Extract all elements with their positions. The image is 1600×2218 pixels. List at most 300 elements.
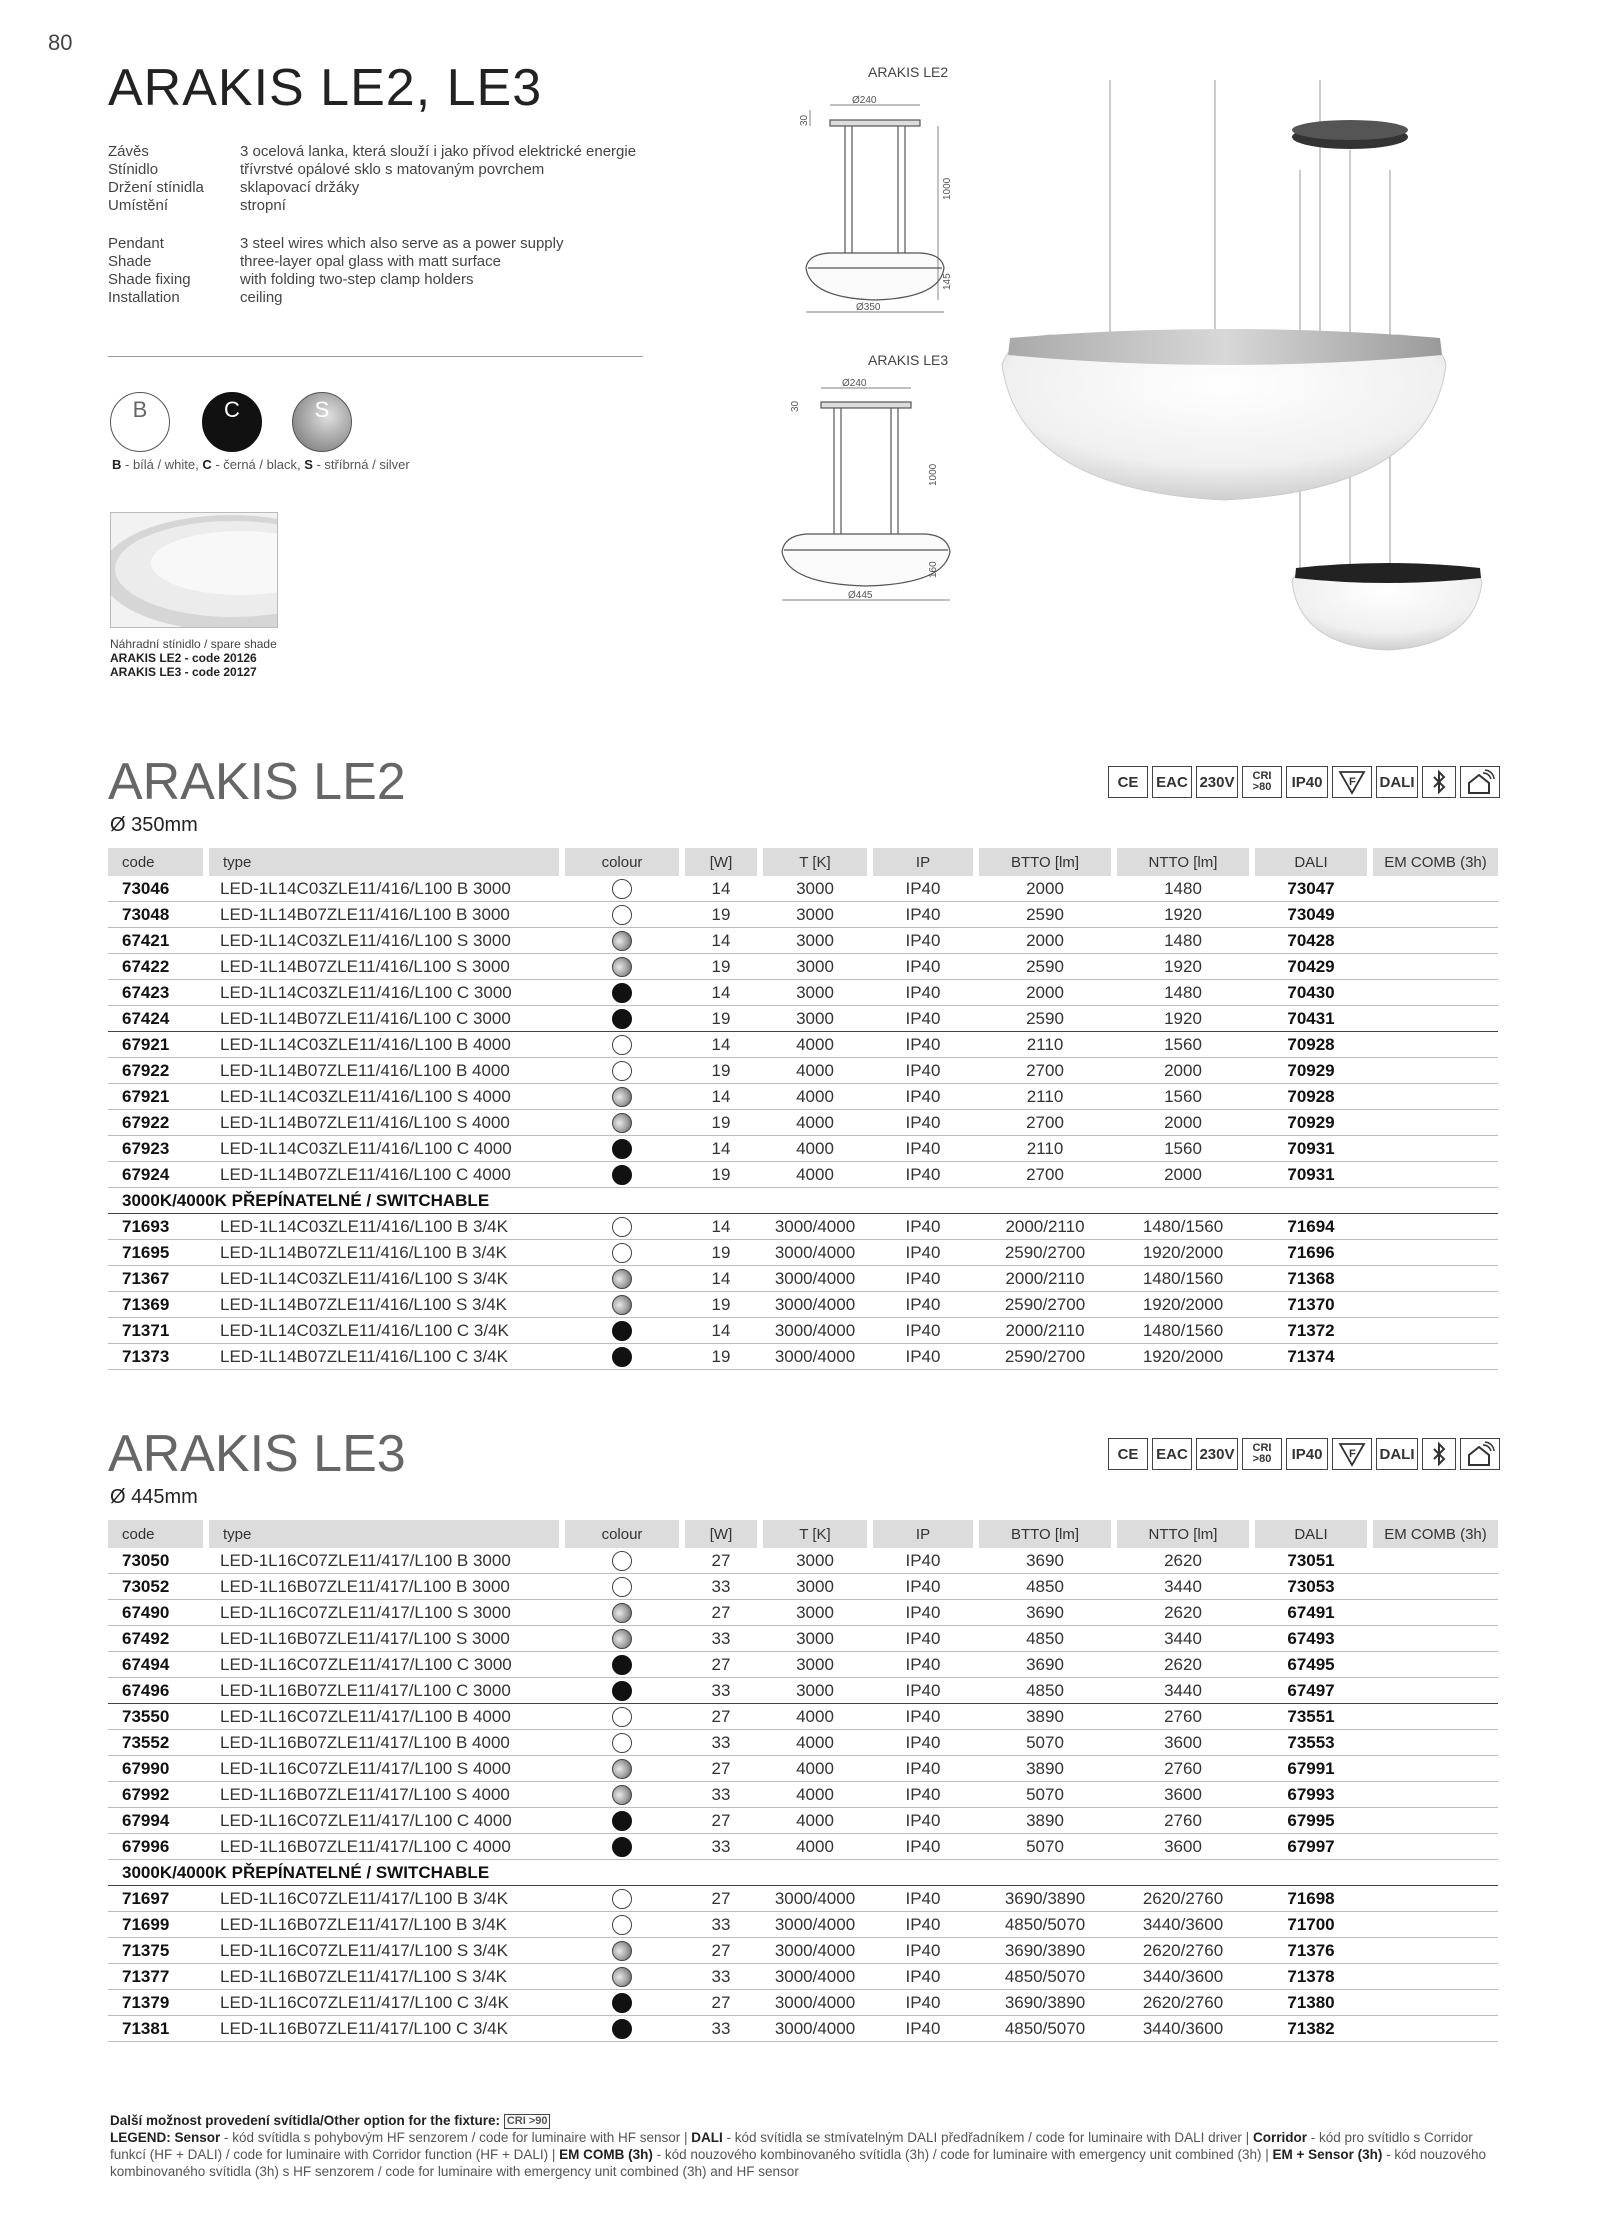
cell-ip: IP40 <box>870 1344 976 1370</box>
table-row <box>108 1626 1498 1652</box>
cert-sensor-icon <box>1460 1438 1500 1470</box>
cell-ip: IP40 <box>870 1938 976 1964</box>
cell-w: 27 <box>682 1652 760 1678</box>
cert-cri-80-icon: CRI >80 <box>1242 1438 1282 1470</box>
cell-ntto: 3440 <box>1114 1574 1252 1600</box>
table-row <box>108 1136 1498 1162</box>
cell-type: LED-1L14C03ZLE11/416/L100 C 3000 <box>206 980 562 1006</box>
cell-t: 3000 <box>760 1678 870 1704</box>
cell-type: LED-1L16C07ZLE11/417/L100 C 4000 <box>206 1808 562 1834</box>
cell-ntto: 2760 <box>1114 1704 1252 1730</box>
cell-w: 33 <box>682 1678 760 1704</box>
cell-w: 19 <box>682 1110 760 1136</box>
table-row <box>108 1006 1498 1032</box>
cell-btto: 2590 <box>976 902 1114 928</box>
cell-ip: IP40 <box>870 1214 976 1240</box>
cell-code: 71367 <box>108 1266 206 1292</box>
cell-w: 27 <box>682 1548 760 1574</box>
cell-btto: 2590 <box>976 1006 1114 1032</box>
cell-ip: IP40 <box>870 1756 976 1782</box>
cell-ntto: 3440/3600 <box>1114 1912 1252 1938</box>
cell-code: 71373 <box>108 1344 206 1370</box>
spec-cz-row <box>108 197 636 215</box>
cell-btto: 4850/5070 <box>976 1964 1114 1990</box>
cell-dali: 70928 <box>1252 1032 1370 1058</box>
cell-code: 67994 <box>108 1808 206 1834</box>
cell-btto: 4850 <box>976 1626 1114 1652</box>
cell-w: 14 <box>682 980 760 1006</box>
cell-em <box>1370 1756 1498 1782</box>
cell-code: 67924 <box>108 1162 206 1188</box>
cell-colour <box>562 1704 682 1730</box>
colour-swatch-silver: S <box>292 392 352 452</box>
silver-colour-icon <box>612 1629 632 1649</box>
cell-w: 27 <box>682 1704 760 1730</box>
product-table <box>108 848 1498 1370</box>
cell-w: 27 <box>682 1808 760 1834</box>
cell-w: 19 <box>682 1006 760 1032</box>
cert-230v-icon: 230V <box>1196 766 1238 798</box>
column-header: type <box>206 1520 562 1548</box>
cell-t: 4000 <box>760 1782 870 1808</box>
cell-w: 19 <box>682 1292 760 1318</box>
cell-dali: 67997 <box>1252 1834 1370 1860</box>
spec-en-value: with folding two-step clamp holders <box>240 271 474 288</box>
cell-w: 14 <box>682 1266 760 1292</box>
cell-ntto: 3440 <box>1114 1626 1252 1652</box>
cell-ntto: 1480 <box>1114 876 1252 902</box>
cell-colour <box>562 1652 682 1678</box>
cert-f-icon <box>1332 766 1372 798</box>
cell-ip: IP40 <box>870 1990 976 2016</box>
le2-bottom-dia: Ø350 <box>856 302 881 313</box>
cell-type: LED-1L16C07ZLE11/417/L100 B 4000 <box>206 1704 562 1730</box>
cell-ip: IP40 <box>870 1292 976 1318</box>
silver-colour-icon <box>612 1295 632 1315</box>
cert-ip40-icon: IP40 <box>1286 1438 1328 1470</box>
spec-en-row <box>108 289 563 307</box>
cell-ntto: 1560 <box>1114 1136 1252 1162</box>
table-row <box>108 1886 1498 1912</box>
cell-ntto: 1480 <box>1114 928 1252 954</box>
white-colour-icon <box>612 1577 632 1597</box>
cert-sensor-icon <box>1460 766 1500 798</box>
spec-cz-key: Stínidlo <box>108 161 159 178</box>
column-header: NTTO [lm] <box>1114 848 1252 876</box>
subheading: 3000K/4000K PŘEPÍNATELNÉ / SWITCHABLE <box>108 1188 1498 1214</box>
white-colour-icon <box>612 879 632 899</box>
spec-cz-row <box>108 143 636 161</box>
cell-code: 71377 <box>108 1964 206 1990</box>
cell-t: 3000/4000 <box>760 1938 870 1964</box>
cell-ntto: 3440/3600 <box>1114 2016 1252 2042</box>
cell-ip: IP40 <box>870 2016 976 2042</box>
cell-t: 3000 <box>760 1006 870 1032</box>
cell-btto: 5070 <box>976 1730 1114 1756</box>
cell-w: 19 <box>682 954 760 980</box>
column-header: colour <box>562 1520 682 1548</box>
spec-cz-value: sklapovací držáky <box>240 179 360 196</box>
le3-h-shade: 160 <box>928 561 939 578</box>
cell-btto: 2000 <box>976 980 1114 1006</box>
table-row <box>108 980 1498 1006</box>
specs-english <box>108 235 563 307</box>
cell-colour <box>562 1266 682 1292</box>
cell-colour <box>562 1808 682 1834</box>
spare-shade-image <box>110 512 278 628</box>
white-colour-icon <box>612 1733 632 1753</box>
cell-ip: IP40 <box>870 1808 976 1834</box>
cell-w: 27 <box>682 1938 760 1964</box>
cell-btto: 2000 <box>976 876 1114 902</box>
drawing-le3-label: ARAKIS LE3 <box>868 352 949 368</box>
table-row <box>108 1938 1498 1964</box>
silver-colour-icon <box>612 957 632 977</box>
cell-type: LED-1L14B07ZLE11/416/L100 C 3/4K <box>206 1344 562 1370</box>
cell-ntto: 2760 <box>1114 1808 1252 1834</box>
spec-en-key: Installation <box>108 289 180 306</box>
le3-h-wire: 1000 <box>928 463 939 486</box>
cell-ip: IP40 <box>870 1084 976 1110</box>
cell-em <box>1370 876 1498 902</box>
spec-en-row <box>108 253 563 271</box>
certification-icons <box>1108 1438 1500 1470</box>
cell-t: 4000 <box>760 1136 870 1162</box>
cell-em <box>1370 1032 1498 1058</box>
column-header: IP <box>870 848 976 876</box>
cell-em <box>1370 1964 1498 1990</box>
cell-dali: 73051 <box>1252 1548 1370 1574</box>
cell-dali: 70430 <box>1252 980 1370 1006</box>
cell-type: LED-1L14C03ZLE11/416/L100 B 3000 <box>206 876 562 902</box>
cell-dali: 71382 <box>1252 2016 1370 2042</box>
cell-dali: 71380 <box>1252 1990 1370 2016</box>
cell-code: 73550 <box>108 1704 206 1730</box>
le2-h-top: 30 <box>799 114 810 126</box>
cell-w: 14 <box>682 928 760 954</box>
cert-eac-icon: EAC <box>1152 766 1192 798</box>
drawing-le2-label: ARAKIS LE2 <box>868 64 949 80</box>
cell-code: 71693 <box>108 1214 206 1240</box>
cell-em <box>1370 1834 1498 1860</box>
cell-type: LED-1L16C07ZLE11/417/L100 B 3000 <box>206 1548 562 1574</box>
cell-em <box>1370 980 1498 1006</box>
cell-btto: 3690 <box>976 1652 1114 1678</box>
spec-cz-key: Držení stínidla <box>108 179 204 196</box>
column-header: DALI <box>1252 848 1370 876</box>
cell-dali: 70431 <box>1252 1006 1370 1032</box>
table-row <box>108 1704 1498 1730</box>
cell-btto: 3690 <box>976 1548 1114 1574</box>
silver-colour-icon <box>612 931 632 951</box>
cell-t: 4000 <box>760 1084 870 1110</box>
cell-type: LED-1L16B07ZLE11/417/L100 B 3/4K <box>206 1912 562 1938</box>
cell-colour <box>562 1912 682 1938</box>
cell-ip: IP40 <box>870 1136 976 1162</box>
cell-w: 33 <box>682 1834 760 1860</box>
cell-em <box>1370 1782 1498 1808</box>
cell-type: LED-1L16C07ZLE11/417/L100 S 3000 <box>206 1600 562 1626</box>
cell-ip: IP40 <box>870 1600 976 1626</box>
cell-em <box>1370 1808 1498 1834</box>
cell-em <box>1370 1574 1498 1600</box>
spec-cz-key: Závěs <box>108 143 149 160</box>
cell-ntto: 2000 <box>1114 1110 1252 1136</box>
cell-btto: 4850/5070 <box>976 2016 1114 2042</box>
cell-ntto: 1560 <box>1114 1084 1252 1110</box>
cell-t: 3000/4000 <box>760 2016 870 2042</box>
table-row <box>108 1214 1498 1240</box>
cell-t: 3000/4000 <box>760 1964 870 1990</box>
cell-ip: IP40 <box>870 1886 976 1912</box>
colour-swatch-black: C <box>202 392 262 452</box>
cell-ntto: 1920 <box>1114 954 1252 980</box>
table-header-row <box>108 848 1498 876</box>
table-row <box>108 1808 1498 1834</box>
cell-t: 3000 <box>760 1626 870 1652</box>
spec-en-key: Pendant <box>108 235 164 252</box>
column-header: BTTO [lm] <box>976 848 1114 876</box>
cell-colour <box>562 1626 682 1652</box>
cell-btto: 3690/3890 <box>976 1938 1114 1964</box>
cell-type: LED-1L14C03ZLE11/416/L100 C 3/4K <box>206 1318 562 1344</box>
cell-code: 73052 <box>108 1574 206 1600</box>
column-header: [W] <box>682 848 760 876</box>
le2-top-dia: Ø240 <box>852 95 877 106</box>
cell-type: LED-1L14B07ZLE11/416/L100 S 3/4K <box>206 1292 562 1318</box>
cell-ntto: 3440 <box>1114 1678 1252 1704</box>
section-title: ARAKIS LE3 <box>108 1425 406 1483</box>
cell-colour <box>562 1938 682 1964</box>
cell-ip: IP40 <box>870 1652 976 1678</box>
cell-colour <box>562 1214 682 1240</box>
subheading-row <box>108 1860 1498 1886</box>
cell-code: 71379 <box>108 1990 206 2016</box>
cell-t: 3000 <box>760 1652 870 1678</box>
silver-colour-icon <box>612 1941 632 1961</box>
cri-90-badge: CRI >90 <box>504 2114 551 2129</box>
cell-code: 67422 <box>108 954 206 980</box>
subheading-row <box>108 1188 1498 1214</box>
cell-t: 3000 <box>760 980 870 1006</box>
cell-btto: 2110 <box>976 1032 1114 1058</box>
cell-t: 4000 <box>760 1808 870 1834</box>
cell-colour <box>562 1600 682 1626</box>
cell-ip: IP40 <box>870 1912 976 1938</box>
cell-w: 14 <box>682 1318 760 1344</box>
cell-dali: 71700 <box>1252 1912 1370 1938</box>
cell-ip: IP40 <box>870 1730 976 1756</box>
cell-t: 3000/4000 <box>760 1240 870 1266</box>
white-colour-icon <box>612 1035 632 1055</box>
cell-ntto: 1480/1560 <box>1114 1214 1252 1240</box>
cell-ntto: 2620/2760 <box>1114 1990 1252 2016</box>
cell-t: 3000 <box>760 1600 870 1626</box>
cell-code: 71699 <box>108 1912 206 1938</box>
cell-colour <box>562 1834 682 1860</box>
cell-code: 67923 <box>108 1136 206 1162</box>
spec-en-value: three-layer opal glass with matt surface <box>240 253 501 270</box>
column-header: NTTO [lm] <box>1114 1520 1252 1548</box>
cell-code: 67423 <box>108 980 206 1006</box>
cell-ntto: 2000 <box>1114 1162 1252 1188</box>
column-header: IP <box>870 1520 976 1548</box>
cell-t: 4000 <box>760 1834 870 1860</box>
cell-t: 4000 <box>760 1058 870 1084</box>
table-row <box>108 1834 1498 1860</box>
cell-btto: 3890 <box>976 1756 1114 1782</box>
white-colour-icon <box>612 1551 632 1571</box>
table-row <box>108 1912 1498 1938</box>
white-colour-icon <box>612 1243 632 1263</box>
cell-type: LED-1L14C03ZLE11/416/L100 B 3/4K <box>206 1214 562 1240</box>
cell-btto: 4850 <box>976 1678 1114 1704</box>
column-header: code <box>108 848 206 876</box>
footer-legend: Další možnost provedení svítidla/Other option for the fixture: CRI >90 LEGEND: Sensor - kód svítidla s pohybovým HF senzorem / code for luminaire with HF sensor | DALI - kód svítidla se stmívatelným DALI předřadníkem / code for luminaire with DALI driver | Corridor - kód pro svítidlo s Corridor funkcí (HF + DALI) / code for luminaire with Corridor function (HF + DALI) | EM COMB (3h) - kód nouzového kombinovaného svítidla (3h) / code for luminaire with emergency unit combined (3h) | EM + Sensor (3h) - kód nouzového kombinovaného svítidla (3h) s HF senzorem / code for luminaire with emergency unit combined (3h) and HF sensor <box>110 2113 1486 2179</box>
cell-em <box>1370 1266 1498 1292</box>
cell-t: 3000/4000 <box>760 1292 870 1318</box>
cell-type: LED-1L14C03ZLE11/416/L100 S 3/4K <box>206 1266 562 1292</box>
cell-dali: 67995 <box>1252 1808 1370 1834</box>
silver-colour-icon <box>612 1603 632 1623</box>
cell-type: LED-1L16C07ZLE11/417/L100 S 3/4K <box>206 1938 562 1964</box>
cell-btto: 3890 <box>976 1704 1114 1730</box>
cell-w: 33 <box>682 2016 760 2042</box>
cell-ntto: 3600 <box>1114 1730 1252 1756</box>
cell-ip: IP40 <box>870 1240 976 1266</box>
column-header: code <box>108 1520 206 1548</box>
cell-em <box>1370 954 1498 980</box>
cell-em <box>1370 1730 1498 1756</box>
cell-t: 3000/4000 <box>760 1318 870 1344</box>
cell-ip: IP40 <box>870 980 976 1006</box>
black-colour-icon <box>612 1165 632 1185</box>
cell-t: 3000/4000 <box>760 1912 870 1938</box>
cell-colour <box>562 1318 682 1344</box>
colour-legend: B - bílá / white, C - černá / black, S - stříbrná / silver <box>112 457 410 472</box>
cell-ip: IP40 <box>870 1548 976 1574</box>
cell-ntto: 1920 <box>1114 902 1252 928</box>
white-colour-icon <box>612 1217 632 1237</box>
cell-type: LED-1L16B07ZLE11/417/L100 B 3000 <box>206 1574 562 1600</box>
cell-ip: IP40 <box>870 1704 976 1730</box>
cell-ip: IP40 <box>870 1032 976 1058</box>
cell-dali: 70929 <box>1252 1058 1370 1084</box>
cell-w: 14 <box>682 1214 760 1240</box>
product-table <box>108 1520 1498 2042</box>
cell-t: 3000/4000 <box>760 1886 870 1912</box>
cell-em <box>1370 1084 1498 1110</box>
drawing-le3 <box>776 374 956 610</box>
cell-t: 4000 <box>760 1110 870 1136</box>
cert-ce-icon: CE <box>1108 1438 1148 1470</box>
cell-t: 3000/4000 <box>760 1990 870 2016</box>
table-row <box>108 1266 1498 1292</box>
cell-type: LED-1L16C07ZLE11/417/L100 C 3/4K <box>206 1990 562 2016</box>
cell-btto: 2000/2110 <box>976 1266 1114 1292</box>
cell-type: LED-1L14C03ZLE11/416/L100 C 4000 <box>206 1136 562 1162</box>
spec-cz-value: třívrstvé opálové sklo s matovaným povrchem <box>240 161 545 178</box>
cell-btto: 2590/2700 <box>976 1344 1114 1370</box>
silver-colour-icon <box>612 1269 632 1289</box>
cell-ntto: 2620 <box>1114 1600 1252 1626</box>
column-header: DALI <box>1252 1520 1370 1548</box>
cell-ip: IP40 <box>870 1626 976 1652</box>
svg-text:F: F <box>1349 1448 1356 1460</box>
cert-f-icon <box>1332 1438 1372 1470</box>
cell-type: LED-1L14C03ZLE11/416/L100 S 4000 <box>206 1084 562 1110</box>
cell-btto: 2110 <box>976 1136 1114 1162</box>
table-row <box>108 1084 1498 1110</box>
cell-t: 4000 <box>760 1730 870 1756</box>
cell-colour <box>562 980 682 1006</box>
subheading: 3000K/4000K PŘEPÍNATELNÉ / SWITCHABLE <box>108 1860 1498 1886</box>
cell-type: LED-1L14B07ZLE11/416/L100 C 3000 <box>206 1006 562 1032</box>
cell-w: 19 <box>682 1344 760 1370</box>
cell-type: LED-1L16B07ZLE11/417/L100 S 3/4K <box>206 1964 562 1990</box>
cell-btto: 2590 <box>976 954 1114 980</box>
cell-em <box>1370 1678 1498 1704</box>
cell-dali: 70928 <box>1252 1084 1370 1110</box>
cell-t: 3000/4000 <box>760 1214 870 1240</box>
cell-code: 71381 <box>108 2016 206 2042</box>
cell-ntto: 3600 <box>1114 1782 1252 1808</box>
table-row <box>108 1730 1498 1756</box>
cell-ntto: 1480/1560 <box>1114 1318 1252 1344</box>
cell-btto: 2000/2110 <box>976 1318 1114 1344</box>
cell-em <box>1370 1292 1498 1318</box>
cell-em <box>1370 1110 1498 1136</box>
cell-type: LED-1L16B07ZLE11/417/L100 C 3000 <box>206 1678 562 1704</box>
cert-bt-icon <box>1422 766 1456 798</box>
cell-type: LED-1L16C07ZLE11/417/L100 S 4000 <box>206 1756 562 1782</box>
cell-em <box>1370 1548 1498 1574</box>
cell-w: 33 <box>682 1912 760 1938</box>
cell-colour <box>562 1058 682 1084</box>
cell-code: 67421 <box>108 928 206 954</box>
table-row <box>108 1652 1498 1678</box>
le3-top-dia: Ø240 <box>842 378 867 389</box>
cell-code: 73046 <box>108 876 206 902</box>
cell-w: 33 <box>682 1782 760 1808</box>
cell-dali: 71370 <box>1252 1292 1370 1318</box>
spec-cz-row <box>108 161 636 179</box>
cell-em <box>1370 1006 1498 1032</box>
cert-ip40-icon: IP40 <box>1286 766 1328 798</box>
cell-t: 3000 <box>760 1574 870 1600</box>
cell-em <box>1370 1214 1498 1240</box>
cell-em <box>1370 1318 1498 1344</box>
cell-ip: IP40 <box>870 902 976 928</box>
cell-btto: 4850/5070 <box>976 1912 1114 1938</box>
cell-code: 67424 <box>108 1006 206 1032</box>
cell-em <box>1370 902 1498 928</box>
cell-em <box>1370 1162 1498 1188</box>
cell-colour <box>562 1006 682 1032</box>
cell-ip: IP40 <box>870 1266 976 1292</box>
cell-ntto: 1920/2000 <box>1114 1240 1252 1266</box>
cell-type: LED-1L14B07ZLE11/416/L100 B 3/4K <box>206 1240 562 1266</box>
cell-btto: 3890 <box>976 1808 1114 1834</box>
cell-dali: 67495 <box>1252 1652 1370 1678</box>
cell-t: 3000/4000 <box>760 1266 870 1292</box>
table-row <box>108 1574 1498 1600</box>
cell-dali: 71378 <box>1252 1964 1370 1990</box>
table-row <box>108 928 1498 954</box>
cert-cri-80-icon: CRI >80 <box>1242 766 1282 798</box>
spec-en-key: Shade <box>108 253 152 270</box>
cell-w: 27 <box>682 1886 760 1912</box>
